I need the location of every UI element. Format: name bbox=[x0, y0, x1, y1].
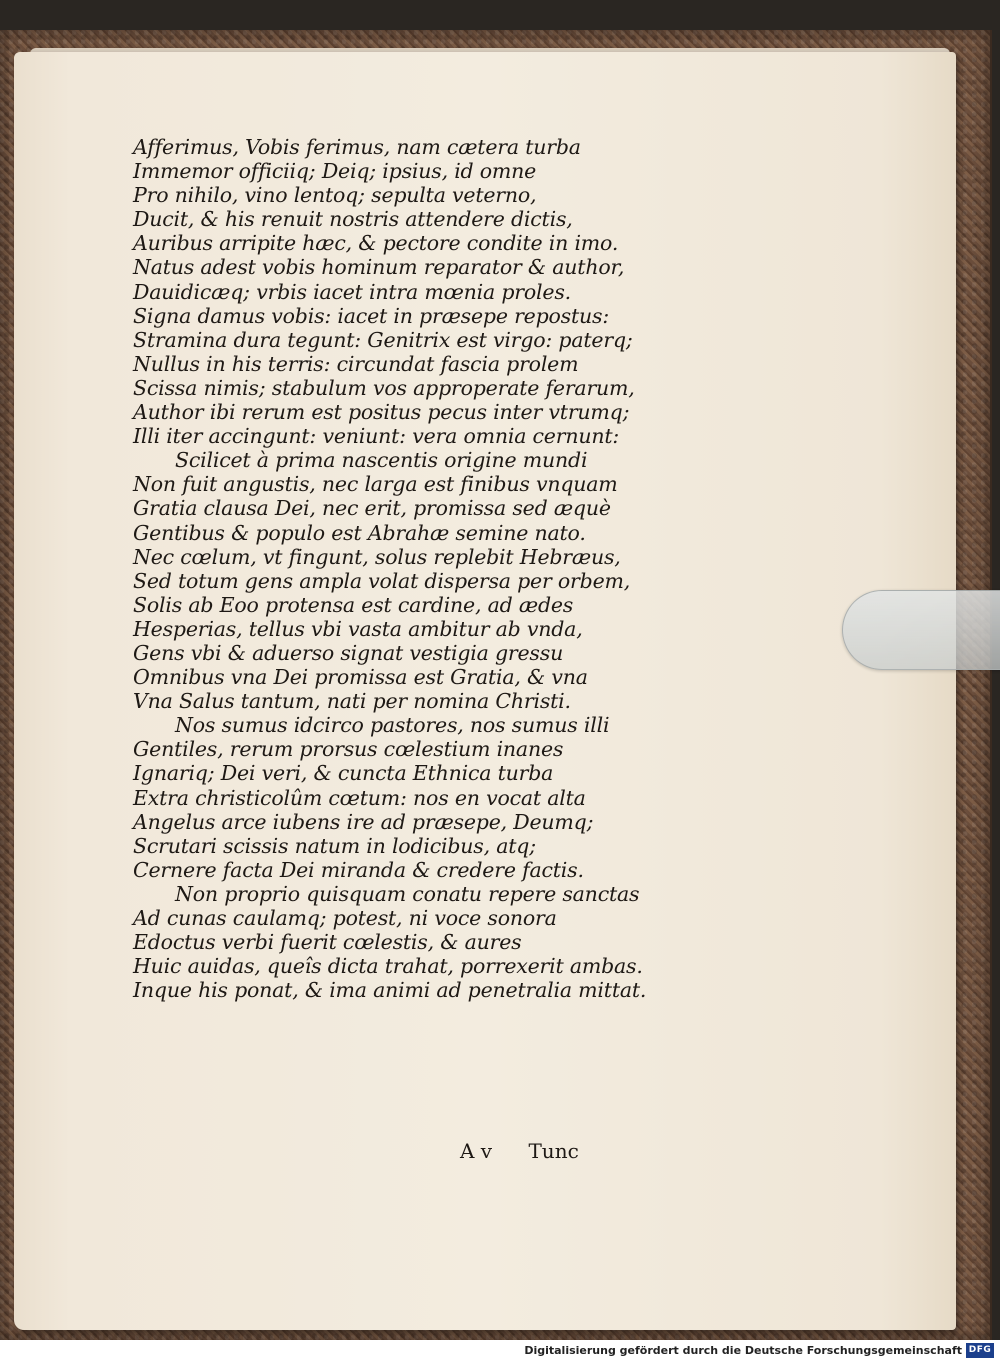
verse-line: Scilicet à prima nascentis origine mundi bbox=[175, 448, 588, 473]
signature-catchword-line bbox=[460, 1139, 660, 1163]
verse-line: Inque his ponat, & ima animi ad penetralia mittat. bbox=[133, 978, 647, 1003]
verse-line: Dauidicæq; vrbis iacet intra mœnia proles. bbox=[133, 279, 571, 304]
verse-line: Natus adest vobis hominum reparator & author, bbox=[133, 255, 625, 280]
verse-line: Nullus in his terris: circundat fascia prolem bbox=[133, 351, 579, 376]
catchword: Tunc bbox=[528, 1139, 579, 1163]
verse-text bbox=[133, 135, 647, 1003]
verse-line: Illi iter accingunt: veniunt: vera omnia cernunt: bbox=[133, 424, 620, 449]
verse-line: Gratia clausa Dei, nec erit, promissa sed æquè bbox=[133, 496, 611, 521]
signature-mark: A v bbox=[460, 1139, 493, 1163]
verse-line: Ducit, & his renuit nostris attendere dictis, bbox=[133, 207, 573, 232]
verse-line: Edoctus verbi fuerit cœlestis, & aures bbox=[133, 930, 522, 955]
verse-line: Scissa nimis; stabulum vos approperate ferarum, bbox=[133, 375, 635, 400]
verse-line: Gens vbi & aduerso signat vestigia gressu bbox=[133, 640, 564, 665]
verse-line: Omnibus vna Dei promissa est Gratia, & vna bbox=[133, 665, 588, 690]
verse-line: Vna Salus tantum, nati per nomina Christi. bbox=[133, 689, 571, 714]
verse-line: Nec cœlum, vt fingunt, solus replebit Hebræus, bbox=[133, 544, 621, 569]
verse-line: Auribus arripite hæc, & pectore condite in imo. bbox=[133, 231, 619, 256]
funding-credit: Digitalisierung gefördert durch die Deutsche Forschungsgemeinschaft bbox=[524, 1344, 962, 1357]
verse-line: Hesperias, tellus vbi vasta ambitur ab vnda, bbox=[133, 616, 583, 641]
verse-line: Afferimus, Vobis ferimus, nam cætera turba bbox=[133, 135, 581, 159]
page-clip bbox=[842, 590, 1000, 670]
verse-line: Ad cunas caulamq; potest, ni voce sonora bbox=[133, 906, 557, 930]
verse-line: Angelus arce iubens ire ad præsepe, Deumq; bbox=[133, 809, 594, 834]
verse-line: Solis ab Eoo protensa est cardine, ad ædes bbox=[133, 592, 574, 617]
verse-line: Non proprio quisquam conatu repere sanctas bbox=[175, 881, 640, 906]
verse-line: Stramina dura tegunt: Genitrix est virgo: paterq; bbox=[133, 327, 633, 352]
footer-bar bbox=[0, 1340, 1000, 1364]
verse-line: Ignariq; Dei veri, & cuncta Ethnica turba bbox=[133, 761, 554, 786]
verse-line: Gentiles, rerum prorsus cœlestium inanes bbox=[133, 737, 564, 762]
verse-line: Non fuit angustis, nec larga est finibus vnquam bbox=[133, 472, 618, 497]
verse-line: Immemor officiiq; Deiq; ipsius, id omne bbox=[133, 159, 537, 184]
verse-line: Sed totum gens ampla volat dispersa per orbem, bbox=[133, 568, 631, 593]
verse-line: Huic auidas, queîs dicta trahat, porrexerit ambas. bbox=[133, 954, 643, 979]
verse-line: Signa damus vobis: iacet in præsepe repostus: bbox=[133, 303, 610, 328]
verse-line: Author ibi rerum est positus pecus inter vtrumq; bbox=[133, 400, 630, 425]
verse-line: Scrutari scissis natum in lodicibus, atq; bbox=[133, 833, 536, 858]
verse-line: Cernere facta Dei miranda & credere factis. bbox=[133, 857, 584, 882]
verse-line: Pro nihilo, vino lentoq; sepulta veterno, bbox=[133, 183, 537, 208]
dfg-logo-icon: DFG bbox=[966, 1343, 994, 1358]
verse-line: Nos sumus idcirco pastores, nos sumus illi bbox=[175, 713, 610, 738]
verse-line: Gentibus & populo est Abrahæ semine nato. bbox=[133, 520, 586, 545]
verse-line: Extra christicolûm cœtum: nos en vocat alta bbox=[133, 785, 586, 810]
